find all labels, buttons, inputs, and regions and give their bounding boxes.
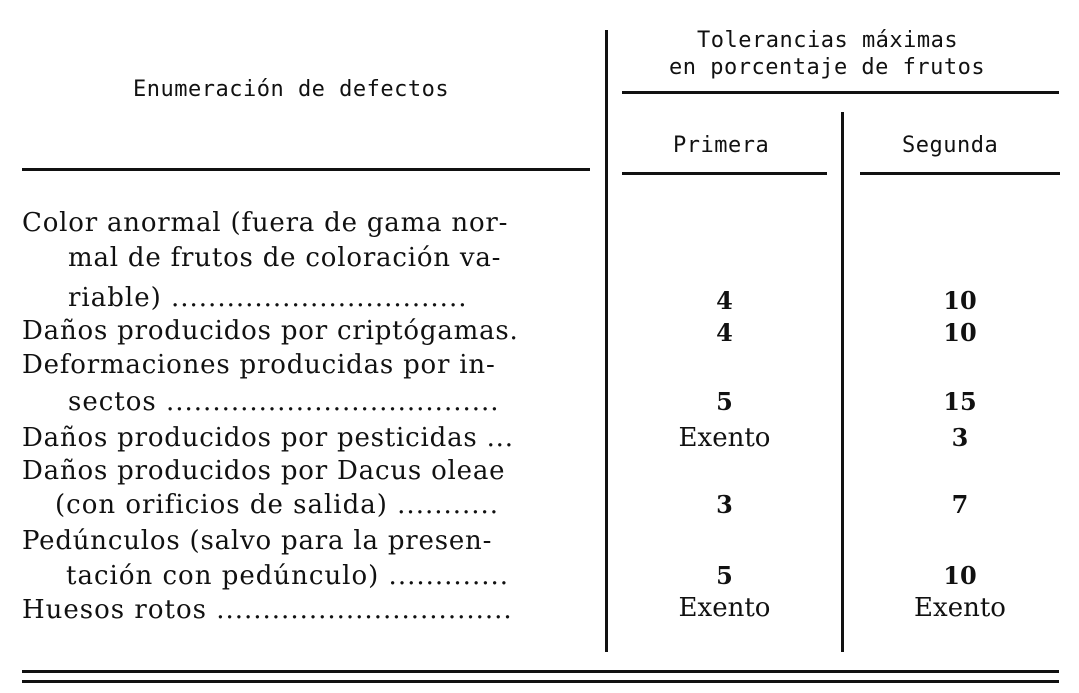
rule-segunda	[860, 172, 1060, 175]
row-3-line-2: sectos ....................................	[68, 387, 500, 417]
row-6-primera: 5	[716, 561, 733, 590]
row-1-line-1: Color anormal (fuera de gama nor-	[22, 208, 509, 238]
row-2-primera: 4	[716, 318, 733, 347]
header-segunda: Segunda	[902, 133, 999, 158]
row-1-line-2: mal de frutos de coloración va-	[68, 243, 502, 273]
row-4-line-1: Daños producidos por pesticidas ...	[22, 423, 514, 453]
rule-bottom-1	[22, 670, 1059, 673]
row-6-segunda: 10	[943, 561, 977, 590]
row-3-segunda: 15	[943, 387, 977, 416]
row-1-primera: 4	[716, 286, 733, 315]
header-tolerances-line2: en porcentaje de frutos	[669, 55, 986, 80]
row-5-line-1: Daños producidos por Dacus oleae	[22, 456, 506, 486]
divider-main	[605, 30, 608, 652]
row-5-segunda: 7	[951, 490, 969, 519]
rule-left-header	[22, 168, 590, 171]
row-5-primera: 3	[716, 490, 733, 519]
row-3-primera: 5	[716, 387, 733, 416]
header-tolerances-line1: Tolerancias máximas	[697, 28, 959, 53]
rule-bottom-2	[22, 680, 1059, 683]
divider-columns	[841, 112, 844, 652]
row-3-line-1: Deformaciones producidas por in-	[22, 350, 496, 380]
row-1-segunda: 10	[943, 286, 977, 315]
row-2-line-1: Daños producidos por criptógamas.	[22, 316, 519, 346]
row-5-line-2: (con orificios de salida) ...........	[55, 490, 500, 520]
header-defects: Enumeración de defectos	[133, 77, 450, 102]
row-6-line-2: tación con pedúnculo) .............	[66, 561, 510, 591]
row-7-segunda: Exento	[914, 593, 1006, 623]
header-primera: Primera	[673, 133, 770, 158]
row-4-segunda: 3	[951, 423, 969, 452]
row-7-line-1: Huesos rotos ................................	[22, 595, 513, 625]
row-6-line-1: Pedúnculos (salvo para la presen-	[22, 526, 493, 556]
row-7-primera: Exento	[678, 593, 771, 623]
rule-tolerances	[622, 91, 1059, 94]
row-2-segunda: 10	[943, 318, 977, 347]
row-1-line-3: riable) ................................	[68, 283, 468, 313]
row-4-primera: Exento	[678, 423, 771, 453]
rule-primera	[622, 172, 827, 175]
